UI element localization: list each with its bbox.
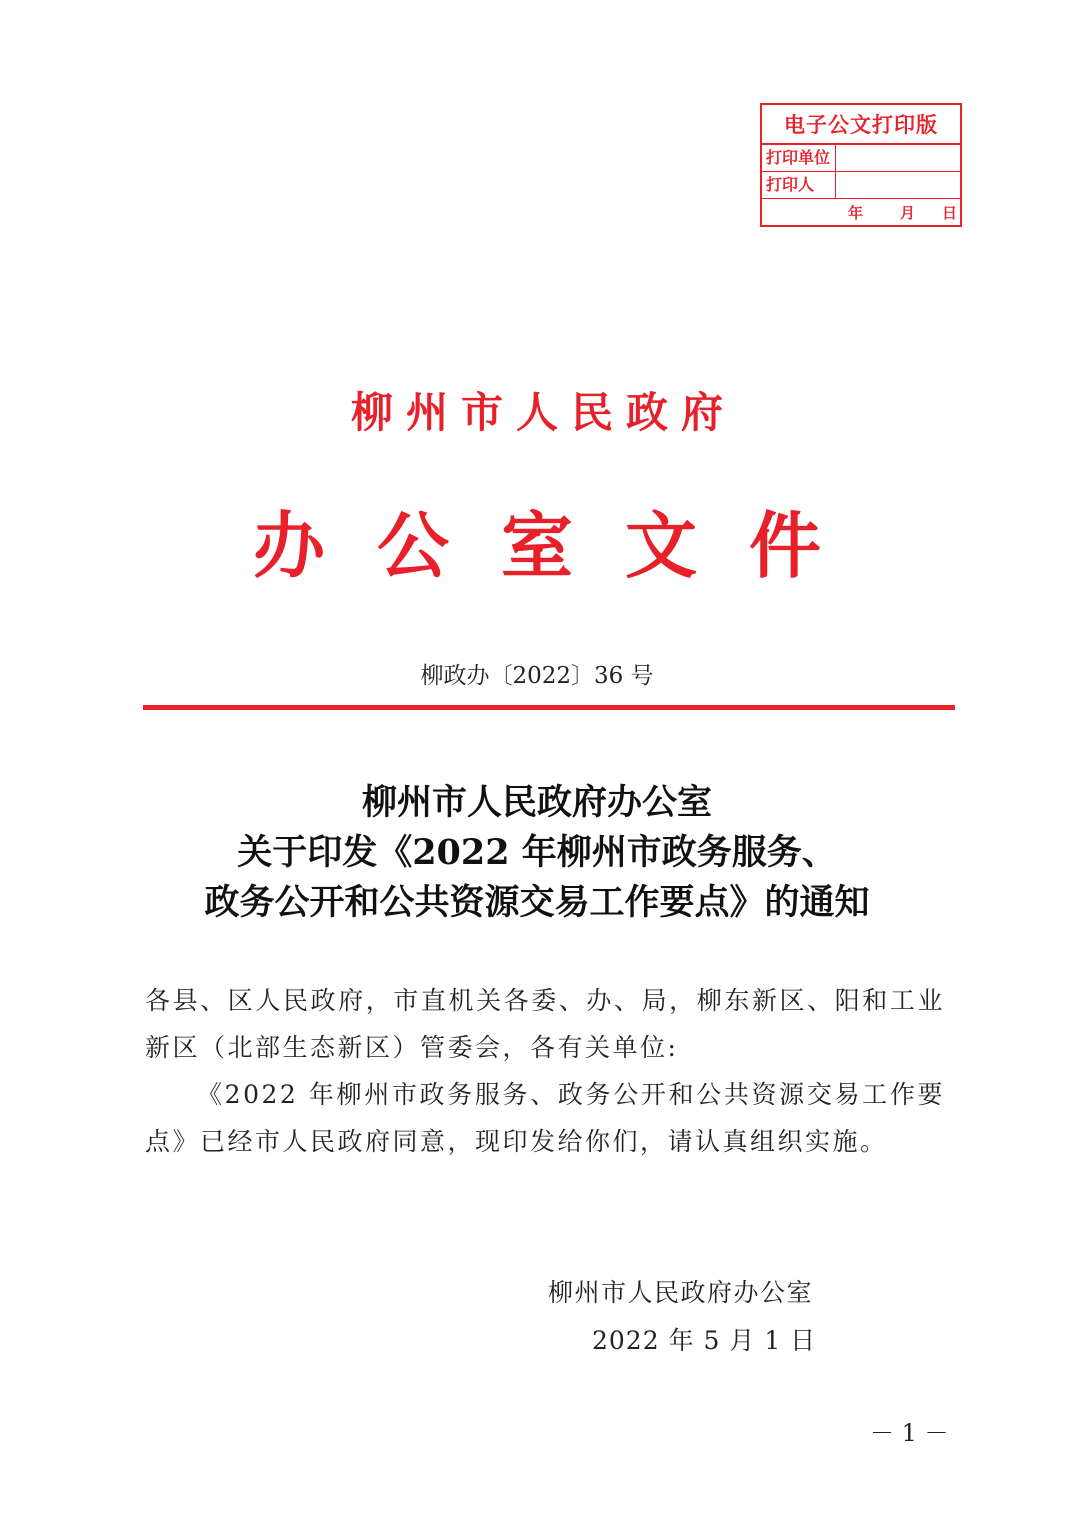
title-line-3: 政务公开和公共资源交易工作要点》的通知: [204, 882, 870, 923]
document-title: [0, 778, 1074, 928]
stamp-printer-label: 打印人: [762, 172, 836, 198]
document-kind-heading: 办公室文件: [252, 503, 873, 588]
issuing-government-name: 柳州市人民政府: [350, 388, 736, 437]
title-line-1: 柳州市人民政府办公室: [361, 782, 712, 823]
stamp-date-month: 月: [900, 204, 916, 222]
title-line-2: 关于印发《2022 年柳州市政务服务、: [237, 832, 837, 873]
stamp-row-printer: [762, 172, 960, 199]
stamp-date-row: [762, 201, 960, 225]
red-separator-line: [143, 705, 955, 710]
page-number: － 1 －: [870, 1419, 949, 1447]
stamp-row-print-unit: [762, 145, 960, 172]
document-number: 柳政办〔2022〕36 号: [420, 663, 654, 689]
signature-organization: 柳州市人民政府办公室: [548, 1278, 814, 1307]
document-body: [145, 977, 945, 1165]
notice-paragraph: 《2022 年柳州市政务服务、政务公开和公共资源交易工作要点》已经市人民政府同意，现印发给你们，请认真组织实施。: [145, 1080, 945, 1156]
signature-date: 2022 年 5 月 1 日: [592, 1326, 817, 1355]
stamp-date-day: 日: [942, 204, 958, 222]
stamp-print-unit-label: 打印单位: [762, 145, 836, 171]
recipients-paragraph: 各县、区人民政府，市直机关各委、办、局，柳东新区、阳和工业新区（北部生态新区）管委会，各有关单位:: [145, 986, 945, 1062]
stamp-date-year: 年: [848, 204, 864, 222]
stamp-title: 电子公文打印版: [762, 105, 960, 145]
print-stamp: [760, 103, 962, 227]
